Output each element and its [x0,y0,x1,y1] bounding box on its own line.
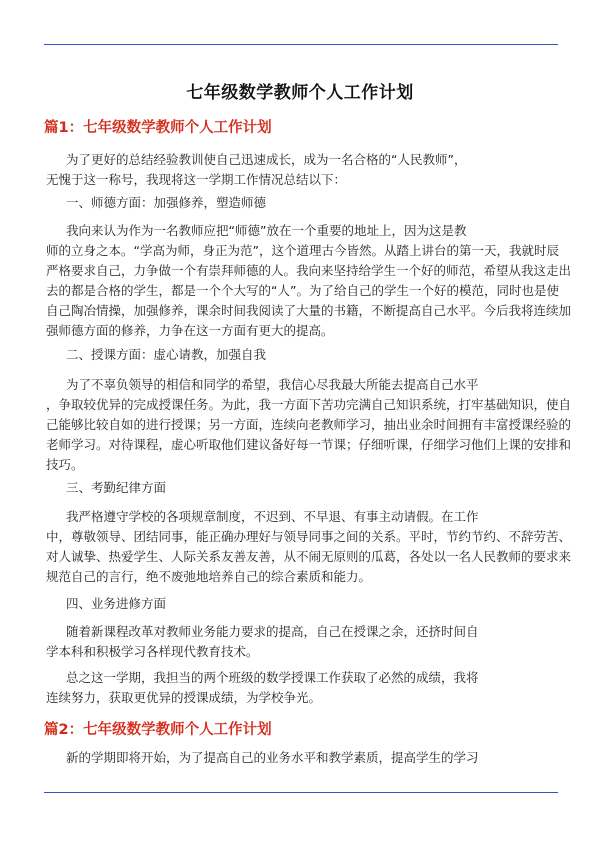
heading-study: 四、业务进修方面 [66,596,167,611]
section-2-title: 篇2：七年级数学教师个人工作计划 [44,722,272,738]
heading-attendance: 三、考勤纪律方面 [66,480,167,495]
attendance-line: 对人诚挚、热爱学生、人际关系友善友善，从不闹无原则的瓜葛，各处以一名人民教师的要求来 [46,549,572,564]
teaching-line: 己能够比较自如的进行授课；另一方面，连续向老教师学习，抽出业余时间拥有丰富授课经验的 [46,417,572,432]
teaching-line: 老师学习。对待课程，虚心听取他们建议备好每一节课；仔细听课，仔细学习他们上课的安排和 [46,437,572,452]
section-2-paragraph [46,748,558,768]
ethics-line: 自己陶冶情操，加强修养，课余时间我阅读了大量的书籍，不断提高自己水平。今后我将连续加 [46,303,572,318]
summary-line: 总之这一学期，我担当的两个班级的数学授课工作获取了必然的成绩，我将 [66,670,479,685]
bottom-rule [44,792,558,793]
ethics-line: 师的立身之本。“学高为师，身正为范”，这个道理古今皆然。从踏上讲台的第一天，我就时辰 [46,243,559,258]
ethics-line: 强师德方面的修养，力争在这一方面有更大的提高。 [46,323,334,338]
study-paragraph [46,622,558,662]
intro-line: 为了更好的总结经验教训使自己迅速成长，成为一名合格的“人民教师”， [66,152,467,167]
teaching-line: 技巧。 [46,457,84,472]
ethics-line: 我向来认为作为一名教师应把“师德”放在一个重要的地址上，因为这是教 [66,223,467,238]
study-line: 随着新课程改革对教师业务能力要求的提高，自己在授课之余，还挤时间自 [66,624,479,639]
section-1-title: 篇1：七年级数学教师个人工作计划 [44,120,272,136]
heading-ethics: 一、师德方面：加强修养，塑造师德 [66,195,267,210]
intro-line: 无愧于这一称号，我现将这一学期工作情况总结以下： [46,172,347,187]
summary-line: 连续努力，获取更优异的授课成绩，为学校争光。 [46,690,322,705]
top-rule [44,44,558,45]
teaching-line: ，争取较优异的完成授课任务。为此，我一方面下苦功完满自己知识系统，打牢基础知识，使自 [46,397,572,412]
teaching-paragraph [46,375,572,475]
ethics-line: 去的都是合格的学生，都是一个个大写的“人”。为了给自己的学生一个好的模范，同时也是使 [46,283,559,298]
teaching-line: 为了不辜负领导的相信和同学的希望，我信心尽我最大所能去提高自己水平 [66,377,479,392]
attendance-line: 中，尊敬领导、团结同事，能正确办理好与领导同事之间的关系。平时，节约节约、不辞劳苦、 [46,529,572,544]
ethics-paragraph [46,221,572,341]
attendance-line: 我严格遵守学校的各项规章制度，不迟到、不早退、有事主动请假。在工作 [66,509,479,524]
document-title: 七年级数学教师个人工作计划 [186,83,414,103]
section-2-line: 新的学期即将开始，为了提高自己的业务水平和教学素质，提高学生的学习 [66,750,479,765]
attendance-line: 规范自己的言行，绝不废弛地培养自己的综合素质和能力。 [46,569,372,584]
heading-teaching: 二、授课方面：虚心请教，加强自我 [66,347,267,362]
summary-paragraph [46,668,558,708]
ethics-line: 严格要求自己，力争做一个有崇拜师德的人。我向来坚持给学生一个好的师范，希望从我这走出 [46,263,572,278]
intro-paragraph [46,150,558,190]
study-line: 学本科和积极学习各样现代教育技术。 [46,644,259,659]
attendance-paragraph [46,507,572,587]
